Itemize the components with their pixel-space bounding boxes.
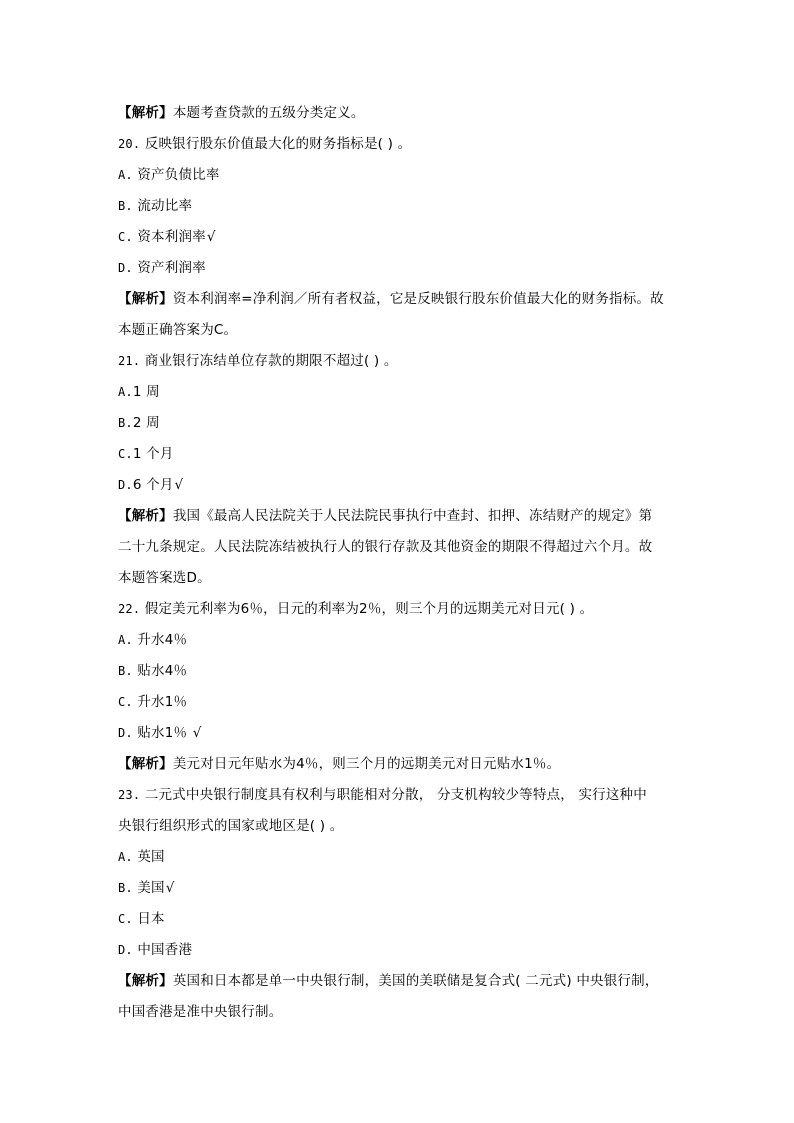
option-20-b: B. 流动比率 xyxy=(118,198,193,214)
text-line: 本题正确答案为C。 xyxy=(118,322,238,338)
option-23-c: C. 日本 xyxy=(118,911,165,927)
analysis-tag: 【解析】 xyxy=(118,973,173,989)
option-23-b: B. 美国√ xyxy=(118,880,175,896)
text-line: 本题答案选D。 xyxy=(118,570,211,586)
option-23-d: D. 中国香港 xyxy=(118,942,193,958)
option-21-b: B.2 周 xyxy=(118,415,160,431)
analysis-line: 【解析】资本利润率=净利润／所有者权益，它是反映银行股东价值最大化的财务指标。故 xyxy=(118,291,664,307)
checkmark-icon: √ xyxy=(174,477,184,493)
option-21-d: D.6 个月√ xyxy=(118,477,184,493)
question-number: 23. xyxy=(118,788,141,802)
analysis-line: 【解析】英国和日本都是单一中央银行制，美国的美联储是复合式( 二元式) 中央银行制， xyxy=(118,973,659,989)
question-number: 22. xyxy=(118,602,141,616)
analysis-tag: 【解析】 xyxy=(118,508,173,524)
analysis-line: 【解析】我国《最高人民法院关于人民法院民事执行中查封、扣押、冻结财产的规定》第 xyxy=(118,508,653,524)
checkmark-icon: √ xyxy=(165,880,175,896)
question-23: 23. 二元式中央银行制度具有权利与职能相对分散， 分支机构较少等特点， 实行这种中 xyxy=(118,787,647,803)
option-22-d: D. 贴水1％ √ xyxy=(118,725,202,741)
analysis-tag: 【解析】 xyxy=(118,756,173,772)
text-line: 二十九条规定。人民法院冻结被执行人的银行存款及其他资金的期限不得超过六个月。故 xyxy=(118,539,653,555)
option-21-c: C.1 个月 xyxy=(118,446,174,462)
analysis-tag: 【解析】 xyxy=(118,105,173,121)
text-line: 央银行组织形式的国家或地区是( ) 。 xyxy=(118,818,344,834)
option-20-c: C. 资本利润率√ xyxy=(118,229,216,245)
option-23-a: A. 英国 xyxy=(118,849,165,865)
option-20-a: A. 资产负债比率 xyxy=(118,167,220,183)
option-22-b: B. 贴水4％ xyxy=(118,663,188,679)
document-page xyxy=(118,101,678,1031)
checkmark-icon: √ xyxy=(192,725,202,741)
question-21: 21. 商业银行冻结单位存款的期限不超过( ) 。 xyxy=(118,353,398,369)
analysis-line: 【解析】美元对日元年贴水为4％，则三个月的远期美元对日元贴水1％。 xyxy=(118,756,561,772)
analysis-tag: 【解析】 xyxy=(118,291,173,307)
option-21-a: A.1 周 xyxy=(118,384,160,400)
question-20: 20. 反映银行股东价值最大化的财务指标是( ) 。 xyxy=(118,136,412,152)
option-20-d: D. 资产利润率 xyxy=(118,260,206,276)
text-line: 中国香港是准中央银行制。 xyxy=(118,1004,283,1020)
question-number: 20. xyxy=(118,137,141,151)
checkmark-icon: √ xyxy=(206,229,216,245)
question-number: 21. xyxy=(118,354,141,368)
analysis-line: 【解析】本题考查贷款的五级分类定义。 xyxy=(118,105,365,121)
option-22-a: A. 升水4％ xyxy=(118,632,188,648)
option-22-c: C. 升水1％ xyxy=(118,694,188,710)
question-22: 22. 假定美元利率为6％，日元的利率为2％，则三个月的远期美元对日元( ) 。 xyxy=(118,601,594,617)
